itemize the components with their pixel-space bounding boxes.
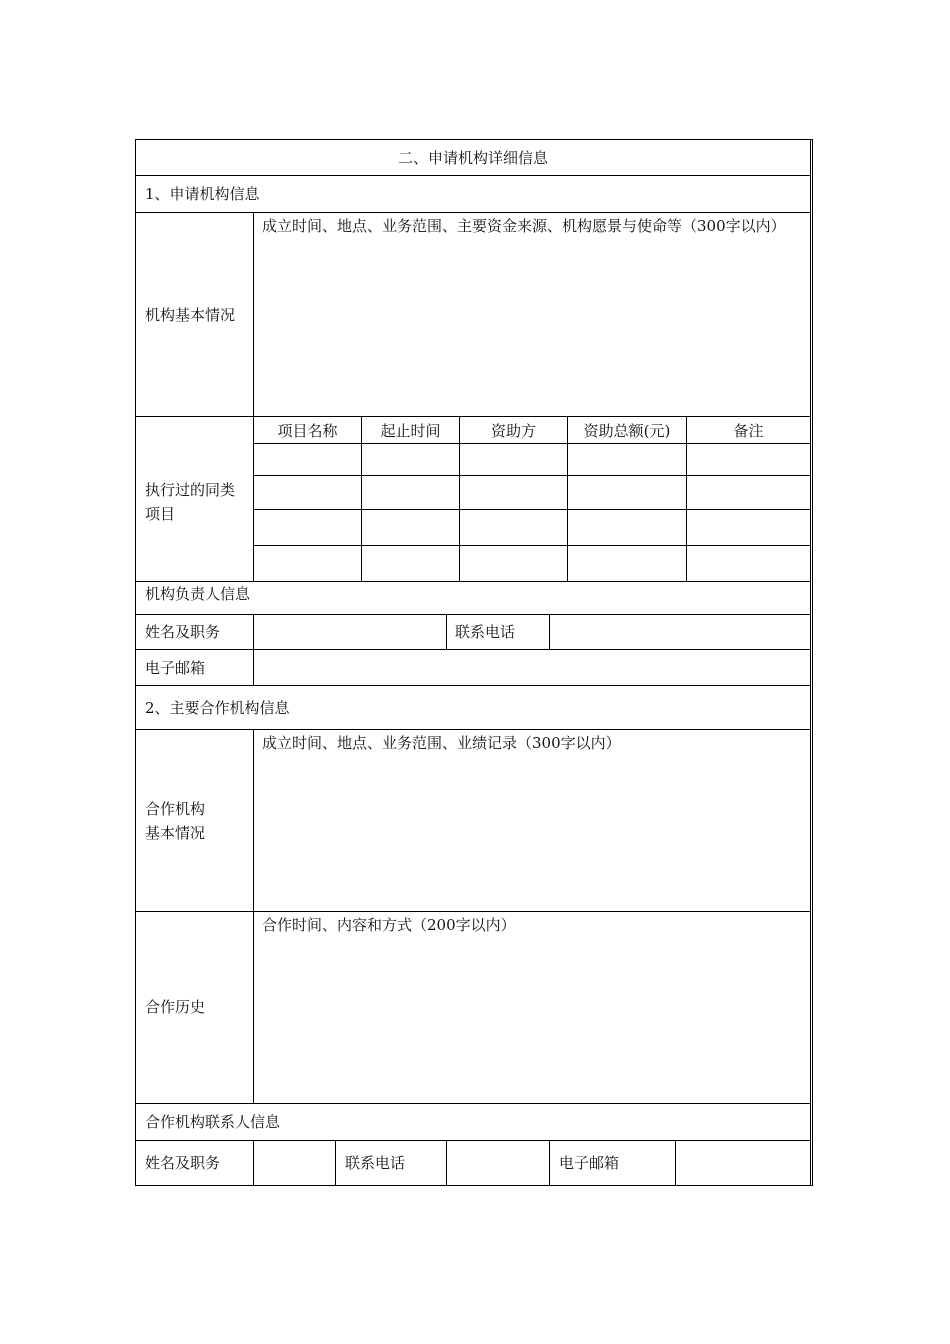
leader-row-divider — [446, 614, 447, 649]
contact-email-label: 电子邮箱 — [559, 1154, 620, 1172]
partner-basic-hint: 成立时间、地点、业务范围、业绩记录（300字以内） — [262, 734, 621, 752]
leader-name-title-label: 姓名及职务 — [145, 623, 221, 641]
leader-name-title-field[interactable] — [254, 615, 446, 649]
contact-name-title-field[interactable] — [254, 1141, 335, 1185]
row-divider — [135, 175, 811, 176]
projects-col-notes: 备注 — [733, 422, 764, 440]
part1-heading: 1、申请机构信息 — [145, 185, 260, 203]
partner-basic-label-line2: 基本情况 — [145, 824, 206, 842]
row-divider — [135, 212, 811, 213]
contact-phone-label: 联系电话 — [345, 1154, 406, 1172]
row-divider — [135, 581, 811, 582]
contact-row-divider — [335, 1140, 336, 1185]
table-border-left — [135, 139, 136, 1186]
table-border-bottom — [135, 1185, 812, 1186]
row-divider — [135, 729, 811, 730]
leader-email-field[interactable] — [254, 650, 810, 685]
contact-email-field[interactable] — [676, 1141, 810, 1185]
section-title: 二、申请机构详细信息 — [397, 149, 548, 167]
row-divider — [135, 416, 811, 417]
row-divider — [135, 685, 811, 686]
table-border-right — [810, 139, 811, 1186]
part2-heading: 2、主要合作机构信息 — [145, 699, 290, 717]
leader-phone-field[interactable] — [550, 615, 810, 649]
projects-label: 执行过的同类项目 — [145, 481, 236, 523]
projects-col-name: 项目名称 — [277, 422, 338, 440]
partner-basic-label-line1: 合作机构 — [145, 800, 206, 818]
partner-history-hint: 合作时间、内容和方式（200字以内） — [262, 916, 516, 934]
contact-name-title-label: 姓名及职务 — [145, 1154, 221, 1172]
leader-heading: 机构负责人信息 — [145, 585, 251, 603]
projects-col-funder: 资助方 — [490, 422, 536, 440]
org-basic-label: 机构基本情况 — [145, 306, 236, 324]
label-column-divider — [253, 729, 254, 1103]
partner-history-label: 合作历史 — [145, 998, 206, 1016]
row-divider — [135, 1103, 811, 1104]
partner-contact-heading: 合作机构联系人信息 — [145, 1113, 281, 1131]
leader-email-label: 电子邮箱 — [145, 659, 206, 677]
leader-phone-label: 联系电话 — [455, 623, 516, 641]
row-divider — [135, 911, 811, 912]
projects-col-period: 起止时间 — [380, 422, 441, 440]
table-border-top — [135, 139, 812, 140]
contact-row-divider — [549, 1140, 550, 1185]
projects-col-total: 资助总额(元) — [583, 422, 671, 440]
contact-phone-field[interactable] — [447, 1141, 549, 1185]
table-border-right-shadow — [812, 139, 813, 1186]
org-basic-hint: 成立时间、地点、业务范围、主要资金来源、机构愿景与使命等（300字以内） — [262, 217, 786, 235]
projects-data-area[interactable] — [254, 444, 810, 580]
